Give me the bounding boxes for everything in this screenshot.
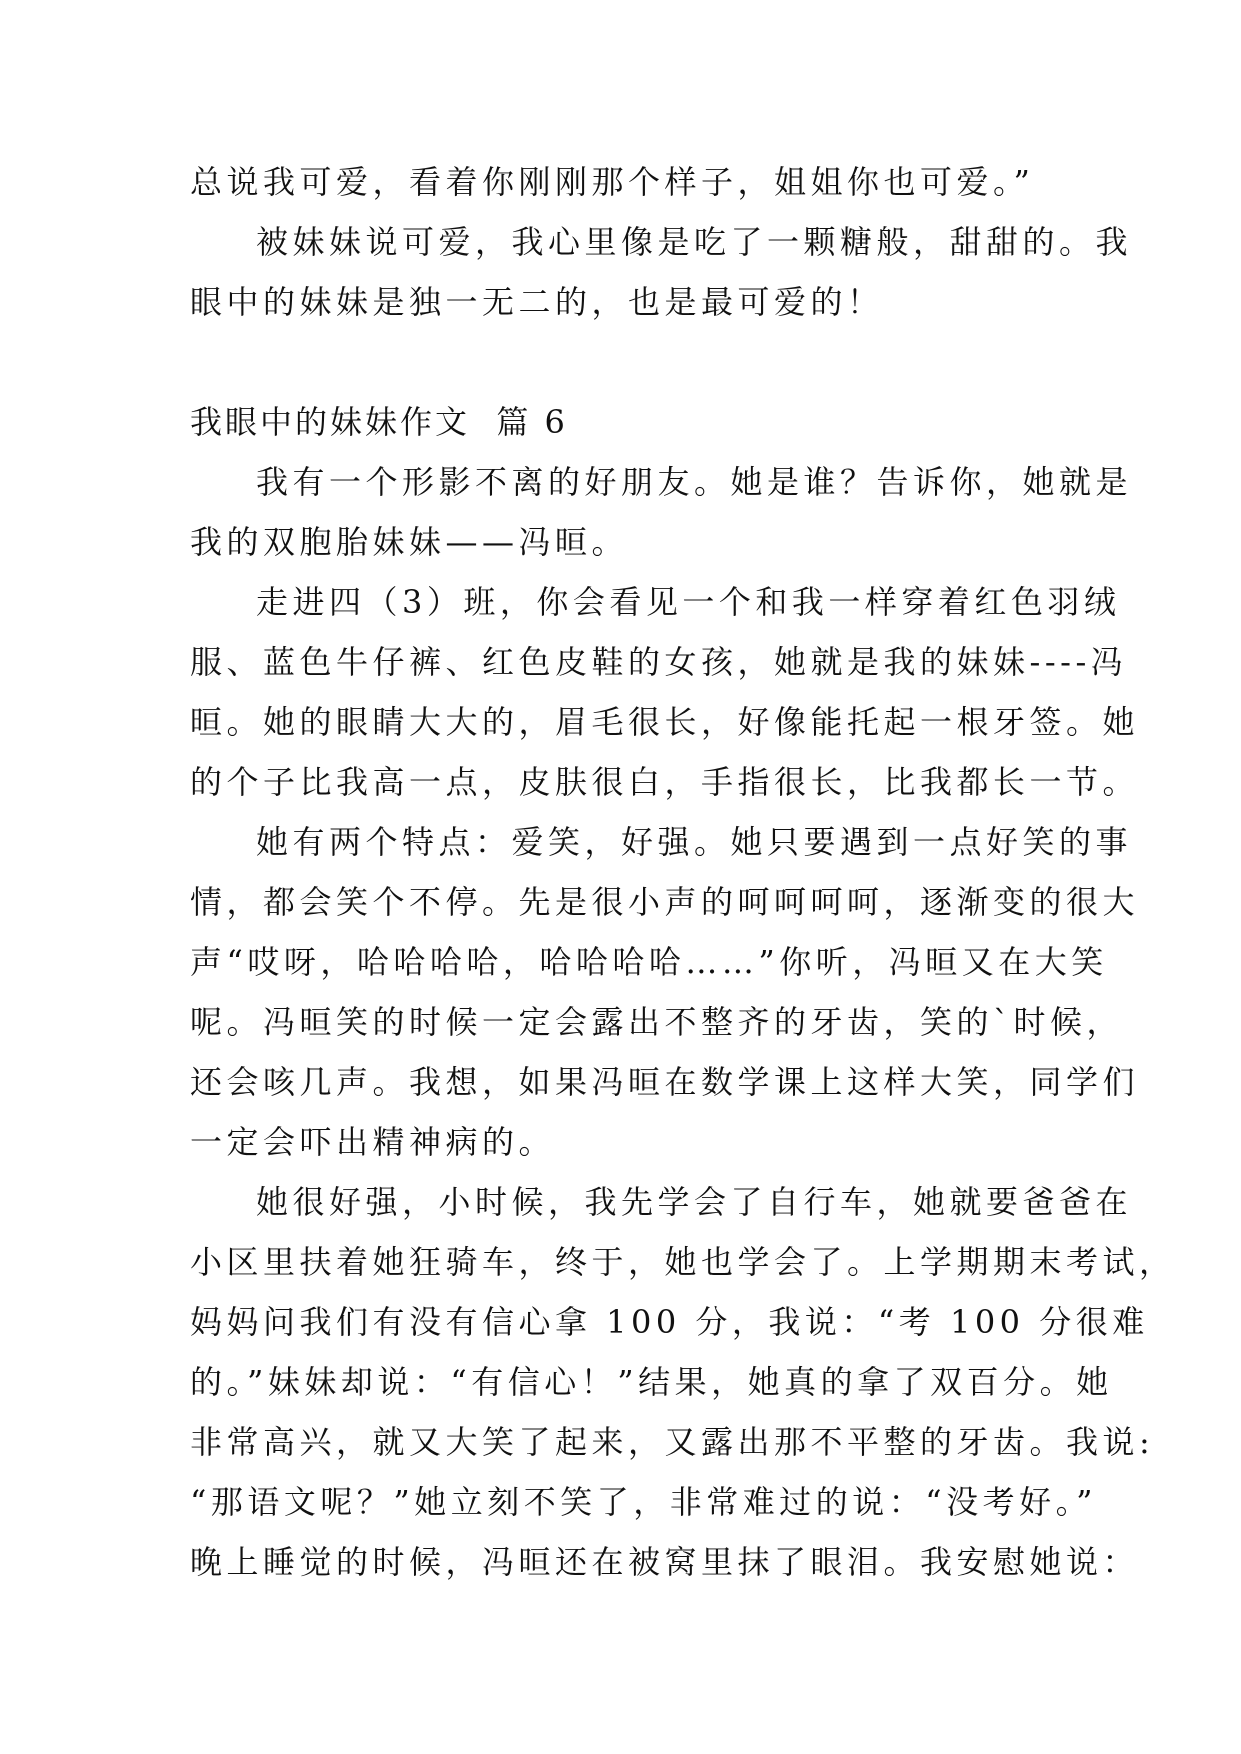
paragraph-line: 被妹妹说可爱，我心里像是吃了一颗糖般，甜甜的。我 xyxy=(256,223,1133,261)
paragraph-line: 走进四（3）班，你会看见一个和我一样穿着红色羽绒 xyxy=(256,583,1121,621)
paragraph-line: 妈妈问我们有没有信心拿 100 分，我说：“考 100 分很难 xyxy=(190,1303,1149,1341)
paragraph-line: 我的双胞胎妹妹——冯晅。 xyxy=(190,523,629,561)
paragraph-line: 总说我可爱，看着你刚刚那个样子，姐姐你也可爱。” xyxy=(190,163,1035,201)
paragraph-line: 还会咳几声。我想，如果冯晅在数学课上这样大笑，同学们 xyxy=(190,1063,1140,1101)
paragraph-line: 她很好强，小时候，我先学会了自行车，她就要爸爸在 xyxy=(256,1183,1133,1221)
paragraph-line: “那语文呢？”她立刻不笑了，非常难过的说：“没考好。” xyxy=(190,1483,1097,1521)
paragraph-line: 的。”妹妹却说：“有信心！”结果，她真的拿了双百分。她 xyxy=(190,1363,1113,1401)
paragraph-line: 非常高兴，就又大笑了起来，又露出那不平整的牙齿。我说: xyxy=(190,1423,1155,1461)
paragraph-line: 声“哎呀，哈哈哈哈，哈哈哈哈……”你听，冯晅又在大笑 xyxy=(190,943,1108,981)
paragraph-line: 一定会吓出精神病的。 xyxy=(190,1123,556,1161)
paragraph-line: 情，都会笑个不停。先是很小声的呵呵呵呵，逐渐变的很大 xyxy=(190,883,1140,921)
paragraph-line: 眼中的妹妹是独一无二的，也是最可爱的！ xyxy=(190,283,884,321)
paragraph-line: 我有一个形影不离的好朋友。她是谁？告诉你，她就是 xyxy=(256,463,1133,501)
paragraph-line: 的个子比我高一点，皮肤很白，手指很长，比我都长一节。 xyxy=(190,763,1140,801)
paragraph-line: 呢。冯晅笑的时候一定会露出不整齐的牙齿，笑的`时候， xyxy=(190,1003,1124,1041)
paragraph-line: 晚上睡觉的时候，冯晅还在被窝里抹了眼泪。我安慰她说： xyxy=(190,1543,1140,1581)
paragraph-line: 小区里扶着她狂骑车，终于，她也学会了。上学期期末考试， xyxy=(190,1243,1176,1281)
paragraph-line: 服、蓝色牛仔裤、红色皮鞋的女孩，她就是我的妹妹----冯 xyxy=(190,643,1128,681)
paragraph-line: 晅。她的眼睛大大的，眉毛很长，好像能托起一根牙签。她 xyxy=(190,703,1140,741)
paragraph-line: 她有两个特点：爱笑，好强。她只要遇到一点好笑的事 xyxy=(256,823,1133,861)
section-heading: 我眼中的妹妹作文 篇 6 xyxy=(190,403,568,441)
